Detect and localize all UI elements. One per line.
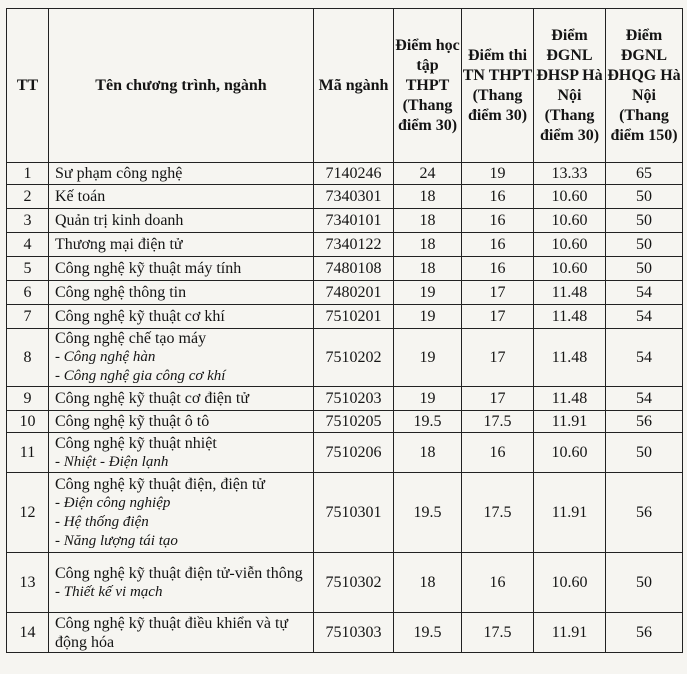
program-title: Thương mại điện tử	[55, 236, 183, 253]
row-code: 7510303	[314, 613, 394, 653]
program-title: Công nghệ kỹ thuật điều khiển và tự động hóa	[55, 614, 289, 651]
row-score-hoc-tap: 18	[394, 209, 462, 233]
row-tt: 3	[7, 209, 49, 233]
table-row	[7, 433, 683, 473]
row-score-dhsp: 10.60	[534, 553, 606, 613]
row-code: 7480201	[314, 281, 394, 305]
row-program-name	[49, 613, 314, 653]
row-score-dhsp: 11.48	[534, 305, 606, 329]
program-specialization: - Hệ thống điện	[55, 513, 149, 530]
row-program-name	[49, 473, 314, 553]
row-code: 7510302	[314, 553, 394, 613]
row-score-dhsp: 11.48	[534, 387, 606, 411]
row-score-tn: 16	[462, 185, 534, 209]
row-score-hoc-tap: 19	[394, 281, 462, 305]
row-code: 7510205	[314, 411, 394, 433]
row-tt: 13	[7, 553, 49, 613]
program-specialization: - Công nghệ hàn	[55, 349, 156, 365]
row-score-hoc-tap: 19	[394, 305, 462, 329]
row-tt: 8	[7, 329, 49, 387]
row-score-tn: 17.5	[462, 613, 534, 653]
program-specialization: - Công nghệ gia công cơ khí	[55, 368, 226, 384]
row-tt: 5	[7, 257, 49, 281]
row-tt: 2	[7, 185, 49, 209]
row-score-tn: 16	[462, 209, 534, 233]
row-program-name	[49, 305, 314, 329]
row-score-dhqg: 54	[606, 329, 683, 387]
row-code: 7510201	[314, 305, 394, 329]
table-row	[7, 163, 683, 185]
row-score-dhqg: 50	[606, 185, 683, 209]
row-program-name	[49, 387, 314, 411]
table-row	[7, 185, 683, 209]
row-score-hoc-tap: 18	[394, 553, 462, 613]
table-row	[7, 387, 683, 411]
header-score-hoc-tap: Điểm học tập THPT (Thang điểm 30)	[394, 9, 462, 163]
row-score-tn: 16	[462, 257, 534, 281]
row-tt: 11	[7, 433, 49, 473]
row-score-dhsp: 11.48	[534, 329, 606, 387]
row-code: 7510301	[314, 473, 394, 553]
row-score-tn: 16	[462, 553, 534, 613]
row-tt: 7	[7, 305, 49, 329]
row-score-hoc-tap: 18	[394, 433, 462, 473]
row-tt: 1	[7, 163, 49, 185]
program-title: Công nghệ kỹ thuật cơ khí	[55, 308, 225, 325]
row-program-name	[49, 433, 314, 473]
program-title: Quản trị kinh doanh	[55, 212, 184, 229]
row-tt: 6	[7, 281, 49, 305]
row-code: 7510206	[314, 433, 394, 473]
row-code: 7510203	[314, 387, 394, 411]
row-score-dhqg: 50	[606, 257, 683, 281]
row-score-dhqg: 50	[606, 209, 683, 233]
row-score-hoc-tap: 19	[394, 387, 462, 411]
row-score-tn: 19	[462, 163, 534, 185]
program-specialization: - Năng lượng tái tạo	[55, 532, 178, 549]
program-title: Công nghệ kỹ thuật điện tử-viễn thông	[55, 564, 303, 582]
row-score-dhqg: 50	[606, 553, 683, 613]
row-tt: 10	[7, 411, 49, 433]
row-tt: 4	[7, 233, 49, 257]
row-score-dhsp: 10.60	[534, 257, 606, 281]
row-code: 7140246	[314, 163, 394, 185]
header-score-dhqg: Điểm ĐGNL ĐHQG Hà Nội (Thang điểm 150)	[606, 9, 683, 163]
row-score-tn: 17.5	[462, 411, 534, 433]
row-score-dhsp: 10.60	[534, 233, 606, 257]
header-score-tn: Điểm thi TN THPT (Thang điểm 30)	[462, 9, 534, 163]
row-score-dhqg: 56	[606, 473, 683, 553]
row-score-hoc-tap: 18	[394, 257, 462, 281]
row-program-name	[49, 329, 314, 387]
table-row	[7, 305, 683, 329]
program-title: Công nghệ kỹ thuật máy tính	[55, 260, 242, 277]
program-specialization: - Thiết kế vi mạch	[55, 583, 163, 600]
row-program-name	[49, 257, 314, 281]
header-program: Tên chương trình, ngành	[49, 9, 314, 163]
row-score-dhsp: 11.91	[534, 411, 606, 433]
row-score-dhqg: 54	[606, 387, 683, 411]
row-score-dhsp: 10.60	[534, 433, 606, 473]
row-score-dhqg: 50	[606, 233, 683, 257]
row-code: 7340122	[314, 233, 394, 257]
admission-score-table	[6, 8, 683, 653]
row-score-hoc-tap: 18	[394, 233, 462, 257]
table-body	[7, 163, 683, 653]
program-title: Công nghệ chế tạo máy	[55, 330, 207, 347]
row-score-dhsp: 11.91	[534, 613, 606, 653]
row-score-tn: 17	[462, 329, 534, 387]
program-title: Công nghệ kỹ thuật cơ điện tử	[55, 390, 249, 407]
row-score-hoc-tap: 19.5	[394, 473, 462, 553]
row-score-tn: 16	[462, 433, 534, 473]
row-score-hoc-tap: 18	[394, 185, 462, 209]
table-row	[7, 233, 683, 257]
row-score-dhqg: 65	[606, 163, 683, 185]
table-row	[7, 257, 683, 281]
row-score-dhsp: 10.60	[534, 209, 606, 233]
row-score-dhsp: 13.33	[534, 163, 606, 185]
program-title: Công nghệ thông tin	[55, 284, 187, 301]
row-score-dhsp: 11.91	[534, 473, 606, 553]
table-row	[7, 553, 683, 613]
row-score-hoc-tap: 19	[394, 329, 462, 387]
row-tt: 12	[7, 473, 49, 553]
row-score-dhqg: 50	[606, 433, 683, 473]
table-row	[7, 613, 683, 653]
table-row	[7, 473, 683, 553]
row-tt: 9	[7, 387, 49, 411]
row-score-tn: 17	[462, 305, 534, 329]
row-program-name	[49, 163, 314, 185]
row-score-hoc-tap: 19.5	[394, 411, 462, 433]
row-score-hoc-tap: 24	[394, 163, 462, 185]
row-score-hoc-tap: 19.5	[394, 613, 462, 653]
row-score-dhsp: 10.60	[534, 185, 606, 209]
header-row	[7, 9, 683, 163]
row-score-tn: 17	[462, 281, 534, 305]
table-row	[7, 329, 683, 387]
header-code: Mã ngành	[314, 9, 394, 163]
row-code: 7340101	[314, 209, 394, 233]
header-score-dhsp: Điểm ĐGNL ĐHSP Hà Nội (Thang điểm 30)	[534, 9, 606, 163]
program-title: Công nghệ kỹ thuật điện, điện tử	[55, 475, 265, 493]
row-program-name	[49, 185, 314, 209]
row-score-dhqg: 56	[606, 411, 683, 433]
row-program-name	[49, 553, 314, 613]
row-score-dhqg: 54	[606, 281, 683, 305]
row-code: 7340301	[314, 185, 394, 209]
row-score-tn: 16	[462, 233, 534, 257]
row-score-dhqg: 54	[606, 305, 683, 329]
row-program-name	[49, 281, 314, 305]
program-title: Sư phạm công nghệ	[55, 165, 183, 182]
row-program-name	[49, 411, 314, 433]
row-tt: 14	[7, 613, 49, 653]
row-code: 7480108	[314, 257, 394, 281]
program-specialization: - Nhiệt - Điện lạnh	[55, 453, 169, 470]
table-row	[7, 209, 683, 233]
table-row	[7, 411, 683, 433]
program-title: Công nghệ kỹ thuật ô tô	[55, 413, 210, 430]
table-row	[7, 281, 683, 305]
row-score-dhqg: 56	[606, 613, 683, 653]
row-program-name	[49, 209, 314, 233]
row-score-tn: 17	[462, 387, 534, 411]
header-tt: TT	[7, 9, 49, 163]
row-score-tn: 17.5	[462, 473, 534, 553]
row-code: 7510202	[314, 329, 394, 387]
row-program-name	[49, 233, 314, 257]
program-specialization: - Điện công nghiệp	[55, 494, 171, 511]
program-title: Công nghệ kỹ thuật nhiệt	[55, 434, 217, 452]
row-score-dhsp: 11.48	[534, 281, 606, 305]
program-title: Kế toán	[55, 188, 106, 205]
